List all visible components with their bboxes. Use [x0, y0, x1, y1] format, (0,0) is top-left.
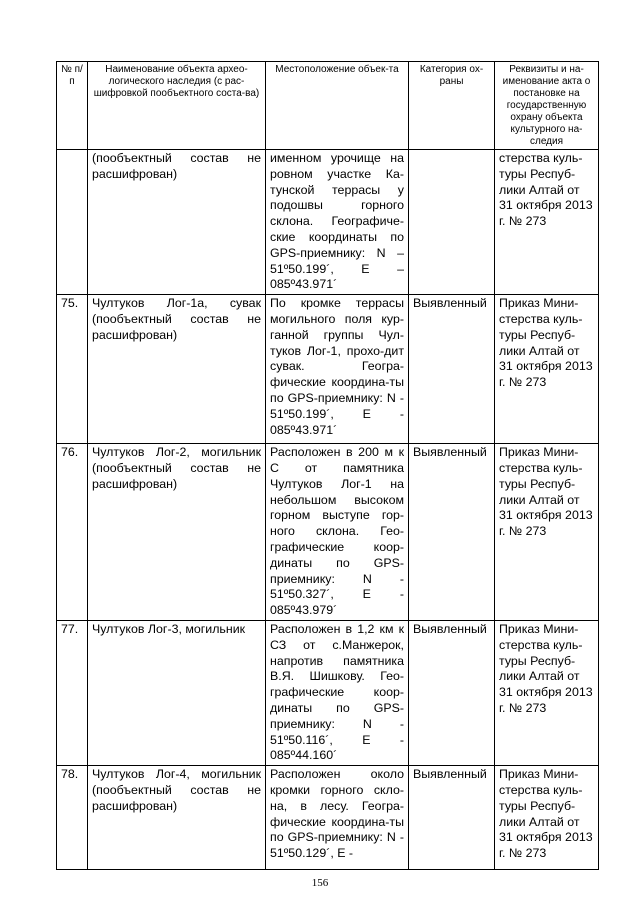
row-location: Расположен в 200 м к С от памятника Чултуков Лог-1 на небольшом высоком горном выступе гор-ного склона. Гео-графические коор-динаты по GPS-приемнику: N - 51º50.327´, E - 085º43.979´	[266, 444, 409, 621]
header-name: Наименование объекта архео-логического наследия (с рас-шифровкой пообъектного соста-ва)	[88, 62, 266, 150]
row-location: Расположен в 1,2 км к СЗ от с.Манжерок, напротив памятника В.Я. Шишкову. Гео-графические коор-динаты по GPS-приемнику: N - 51º50.116´, E - 085º44.160´	[266, 620, 409, 765]
row-location: именном урочище на ровном участке Ка-тунской террасы у подошвы горного склона. Географиче-ские координаты по GPS-приемнику: N – 51º50.199´, E – 085º43.971´	[266, 150, 409, 295]
header-requisites: Реквизиты и на-именование акта о постановке на государственную охрану объекта культурного на-следия	[495, 62, 599, 150]
row-name: Чултуков Лог-3, могильник	[88, 620, 266, 765]
table-row	[57, 295, 599, 444]
row-requisites: Приказ Мини-стерства куль-туры Респуб-лики Алтай от 31 октября 2013 г. № 273	[495, 295, 599, 444]
table-row	[57, 444, 599, 621]
row-num: 76.	[57, 444, 88, 621]
row-requisites: Приказ Мини-стерства куль-туры Респуб-лики Алтай от 31 октября 2013 г. № 273	[495, 766, 599, 870]
page-number: 156	[311, 877, 329, 889]
row-category: Выявленный	[409, 444, 495, 621]
row-num	[57, 150, 88, 295]
row-category: Выявленный	[409, 295, 495, 444]
row-location: Расположен около кромки горного скло-на, в лесу. Геогра-фические координа-ты по GPS-приемнику: N - 51º50.129´, E -	[266, 766, 409, 870]
row-name: Чултуков Лог-4, могильник (пообъектный состав не расшифрован)	[88, 766, 266, 870]
table-row	[57, 150, 599, 295]
row-name: (пообъектный состав не расшифрован)	[88, 150, 266, 295]
row-name: Чултуков Лог-2, могильник (пообъектный состав не расшифрован)	[88, 444, 266, 621]
header-category: Категория ох-раны	[409, 62, 495, 150]
row-category: Выявленный	[409, 766, 495, 870]
header-num: № п/п	[57, 62, 88, 150]
heritage-registry-table	[56, 61, 599, 870]
row-num: 75.	[57, 295, 88, 444]
row-requisites: Приказ Мини-стерства куль-туры Респуб-лики Алтай от 31 октября 2013 г. № 273	[495, 620, 599, 765]
table-header-row	[57, 62, 599, 150]
row-requisites: Приказ Мини-стерства куль-туры Респуб-лики Алтай от 31 октября 2013 г. № 273	[495, 444, 599, 621]
row-location: По кромке террасы могильного поля кур-ганной группы Чул-туков Лог-1, прохо-дит сувак. Геогра-фические координа-ты по GPS-приемнику: N - 51º50.199´, E - 085º43.971´	[266, 295, 409, 444]
table-row	[57, 766, 599, 870]
row-category: Выявленный	[409, 620, 495, 765]
row-num: 77.	[57, 620, 88, 765]
row-num: 78.	[57, 766, 88, 870]
row-name: Чултуков Лог-1а, сувак (пообъектный состав не расшифрован)	[88, 295, 266, 444]
table-row	[57, 620, 599, 765]
row-category	[409, 150, 495, 295]
row-requisites: стерства куль-туры Респуб-лики Алтай от 31 октября 2013 г. № 273	[495, 150, 599, 295]
header-location: Местоположение объек-та	[266, 62, 409, 150]
